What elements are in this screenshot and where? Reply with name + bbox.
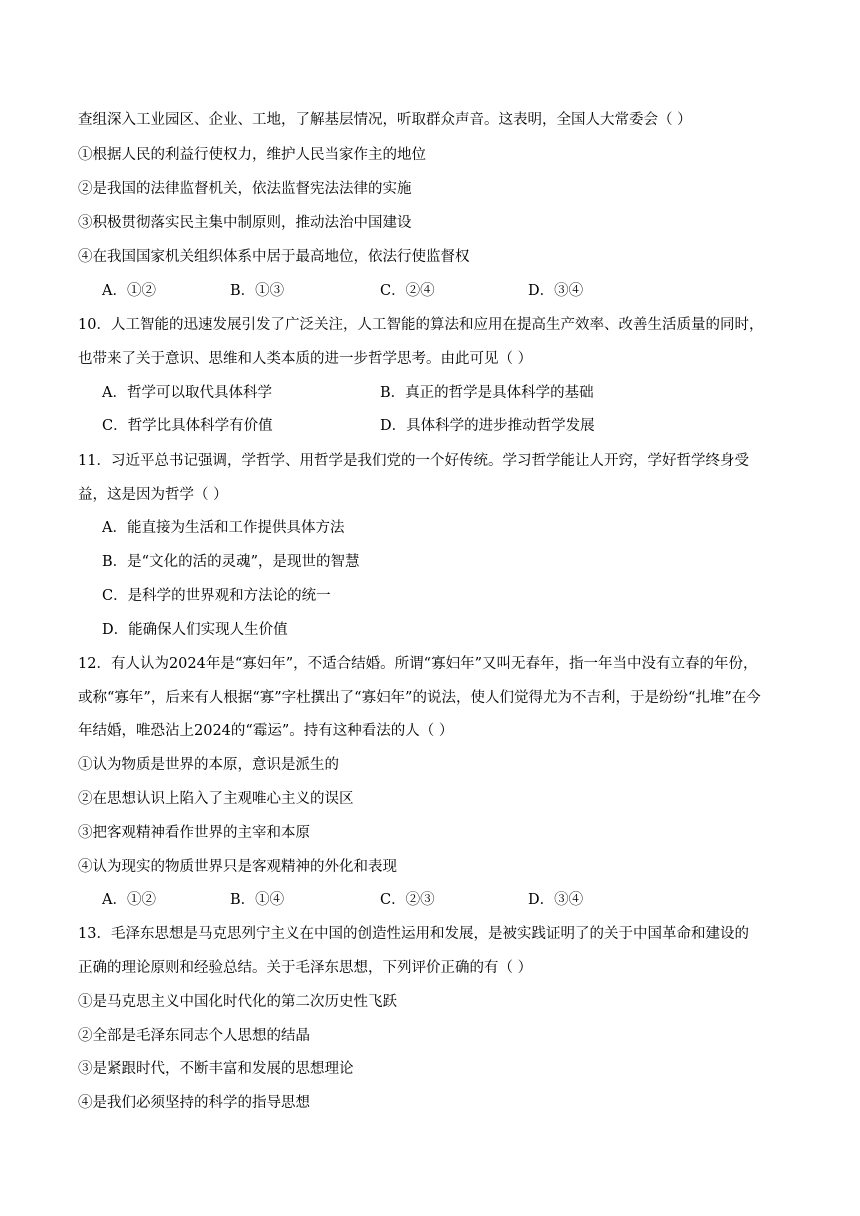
q10-option-b[interactable]: B．真正的哲学是具体科学的基础 (380, 385, 594, 401)
q13-statement-4: ④是我们必须坚持的科学的指导思想 (78, 1095, 310, 1111)
q11-option-a[interactable]: A．能直接为生活和工作提供具体方法 (102, 520, 345, 536)
q9-option-d[interactable]: D．③④ (528, 283, 584, 299)
q12-statement-1: ①认为物质是世界的本原，意识是派生的 (78, 757, 339, 773)
q12-option-a[interactable]: A．①② (102, 892, 156, 908)
q12-option-b[interactable]: B．①④ (230, 892, 285, 908)
q12-stem-line-1: 12．有人认为2024年是“寡妇年”，不适合结婚。所谓“寡妇年”又叫无春年，指一年当中没有立春的年份， (78, 656, 758, 672)
q11-option-c[interactable]: C．是科学的世界观和方法论的统一 (102, 588, 331, 604)
q12-option-c[interactable]: C．②③ (380, 892, 435, 908)
q12-stem-line-3: 年结婚，唯恐沾上2024的“霉运”。持有这种看法的人（ ） (78, 723, 454, 739)
q13-statement-2: ②全部是毛泽东同志个人思想的结晶 (78, 1028, 310, 1044)
q10-options-row-1 (78, 383, 782, 403)
q12-statement-3: ③把客观精神看作世界的主宰和本原 (78, 825, 310, 841)
q10-stem-line-2: 也带来了关于意识、思维和人类本质的进一步哲学思考。由此可见（ ） (78, 351, 533, 367)
q9-option-c[interactable]: C．②④ (380, 283, 435, 299)
q11-stem-line-1: 11．习近平总书记强调，学哲学、用哲学是我们党的一个好传统。学习哲学能让人开窍，学好哲学终身受 (78, 453, 749, 469)
q9-statement-4: ④在我国国家机关组织体系中居于最高地位，依法行使监督权 (78, 249, 470, 265)
q12-statement-2: ②在思想认识上陷入了主观唯心主义的误区 (78, 791, 354, 807)
q9-statement-3: ③积极贯彻落实民主集中制原则，推动法治中国建设 (78, 215, 412, 231)
q13-stem-line-2: 正确的理论原则和经验总结。关于毛泽东思想，下列评价正确的有（ ） (78, 960, 533, 976)
q10-option-c[interactable]: C．哲学比具体科学有价值 (102, 418, 273, 434)
q11-stem-line-2: 益，这是因为哲学（ ） (78, 487, 228, 503)
q13-statement-3: ③是紧跟时代，不断丰富和发展的思想理论 (78, 1061, 354, 1077)
q9-options (78, 281, 782, 301)
q9-stem: 查组深入工业园区、企业、工地，了解基层情况，听取群众声音。这表明，全国人大常委会（ ） (78, 112, 692, 128)
q12-options (78, 890, 782, 910)
q10-stem-line-1: 10．人工智能的迅速发展引发了广泛关注，人工智能的算法和应用在提高生产效率、改善生活质量的同时， (78, 317, 764, 333)
q13-stem-line-1: 13．毛泽东思想是马克思列宁主义在中国的创造性运用和发展，是被实践证明了的关于中国革命和建设的 (78, 926, 749, 942)
q10-option-a[interactable]: A．哲学可以取代具体科学 (102, 385, 272, 401)
q12-stem-line-2: 或称“寡年”，后来有人根据“寡”字杜撰出了“寡妇年”的说法，使人们觉得尤为不吉利，于是纷纷“扎堆”在今 (78, 690, 761, 706)
q9-option-b[interactable]: B．①③ (230, 283, 285, 299)
q9-statement-1: ①根据人民的利益行使权力，维护人民当家作主的地位 (78, 147, 426, 163)
q9-option-a[interactable]: A．①② (102, 283, 156, 299)
q12-statement-4: ④认为现实的物质世界只是客观精神的外化和表现 (78, 859, 397, 875)
q10-option-d[interactable]: D．具体科学的进步推动哲学发展 (380, 418, 595, 434)
q9-statement-2: ②是我国的法律监督机关，依法监督宪法法律的实施 (78, 181, 412, 197)
q10-options-row-2 (78, 416, 782, 436)
q13-statement-1: ①是马克思主义中国化时代化的第二次历史性飞跃 (78, 994, 397, 1010)
q11-option-d[interactable]: D．能确保人们实现人生价值 (102, 622, 288, 638)
q12-option-d[interactable]: D．③④ (528, 892, 584, 908)
q11-option-b[interactable]: B．是“文化的活的灵魂”，是现世的智慧 (102, 554, 360, 570)
